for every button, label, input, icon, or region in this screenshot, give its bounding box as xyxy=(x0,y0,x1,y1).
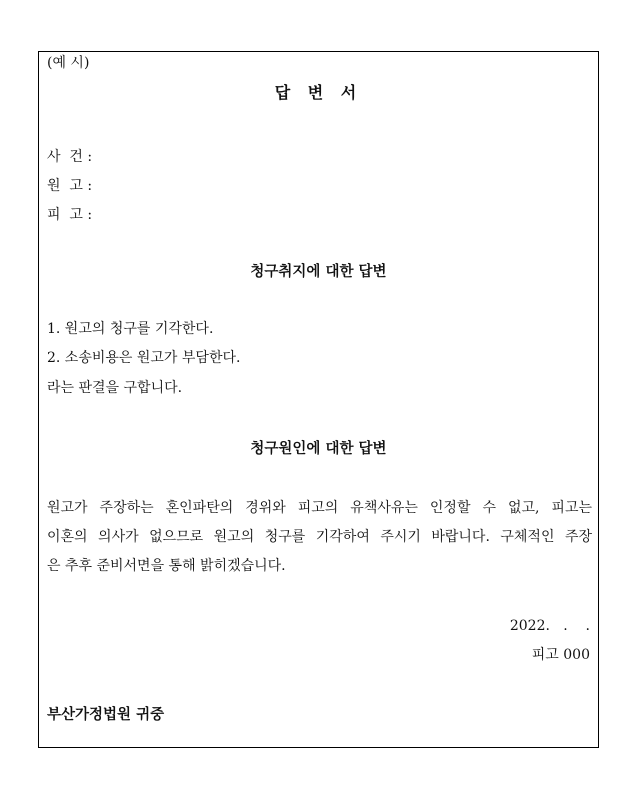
claim-purpose-line-3: 라는 판결을 구합니다. xyxy=(47,380,183,396)
claim-cause-heading: 청구원인에 대한 답변 xyxy=(250,440,387,457)
court-addressee: 부산가정법원 귀중 xyxy=(47,706,165,723)
date-line: 2022. . . xyxy=(509,618,590,634)
claim-cause-line-3: 은 추후 준비서면을 통해 밝히겠습니다. xyxy=(47,558,286,574)
document-frame xyxy=(38,51,599,748)
example-label: (예 시) xyxy=(47,55,90,71)
signer-line: 피고 000 xyxy=(531,647,590,663)
claim-purpose-heading: 청구취지에 대한 답변 xyxy=(250,263,387,280)
claim-purpose-line-1: 1. 원고의 청구를 기각한다. xyxy=(47,321,214,337)
case-field-label: 사 건 : xyxy=(47,149,93,165)
defendant-field-label: 피 고 : xyxy=(47,207,93,223)
claim-cause-line-2: 이혼의 의사가 없으므로 원고의 청구를 기각하여 주시기 바랍니다. 구체적인 주장 xyxy=(47,529,592,545)
plaintiff-field-label: 원 고 : xyxy=(47,178,93,194)
claim-purpose-line-2: 2. 소송비용은 원고가 부담한다. xyxy=(47,350,241,366)
document-title: 답 변 서 xyxy=(274,83,363,102)
claim-cause-line-1: 원고가 주장하는 혼인파탄의 경위와 피고의 유책사유는 인정할 수 없고, 피고는 xyxy=(47,500,592,516)
